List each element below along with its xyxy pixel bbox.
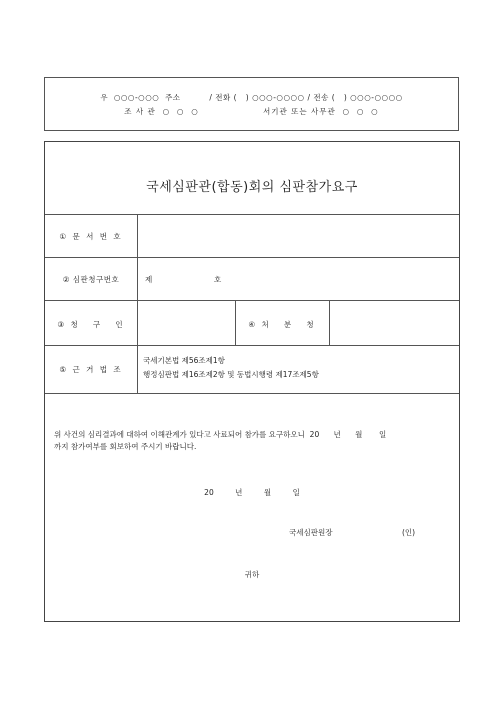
claimant-label: ③ 청 구 인 <box>57 320 125 329</box>
row-divider <box>45 257 459 258</box>
header-address-box <box>44 77 459 131</box>
request-form <box>44 141 460 622</box>
doc-number-label: ① 문 서 번 호 <box>59 232 123 241</box>
header-officer-line: 조 사 관 ○ ○ ○ 서기관 또는 사무관 ○ ○ ○ <box>124 107 379 116</box>
form-title: 국세심판관(합동)회의 심판참가요구 <box>146 180 358 195</box>
legal-basis-line2: 행정심판법 제16조제2항 및 동법시행령 제17조제5항 <box>143 370 319 379</box>
request-paragraph-line1: 위 사건의 심리결과에 대하여 이해관계가 있다고 사료되어 참가를 요구하오니 20 년 월 일 <box>54 430 387 439</box>
issue-date: 20 년 월 일 <box>204 488 300 497</box>
claimant-field[interactable] <box>137 300 235 345</box>
request-paragraph-line2: 까지 참가여부를 회보하여 주시기 바랍니다. <box>54 442 197 451</box>
recipient-honorific: 귀하 <box>244 570 260 579</box>
row-divider <box>45 345 459 346</box>
disposition-agency-label: ④ 처 분 청 <box>248 320 316 329</box>
seal-mark: (인) <box>402 528 416 537</box>
row-divider <box>45 393 459 394</box>
signer-title: 국세심판원장 <box>289 528 333 537</box>
legal-basis-label: ⑤ 근 거 법 조 <box>59 365 123 374</box>
claim-number-suffix: 호 <box>214 275 222 284</box>
claim-number-prefix: 제 <box>145 275 153 284</box>
disposition-agency-field[interactable] <box>329 300 459 345</box>
claim-number-label: ② 심판청구번호 <box>62 275 120 284</box>
legal-basis-line1: 국세기본법 제56조제1항 <box>143 356 225 365</box>
header-address-line: 우 ○○○-○○○ 주소 / 전화 ( ) ○○○-○○○○ / 전송 ( ) ○○○-○○○○ <box>100 93 403 102</box>
doc-number-field[interactable] <box>137 214 459 257</box>
